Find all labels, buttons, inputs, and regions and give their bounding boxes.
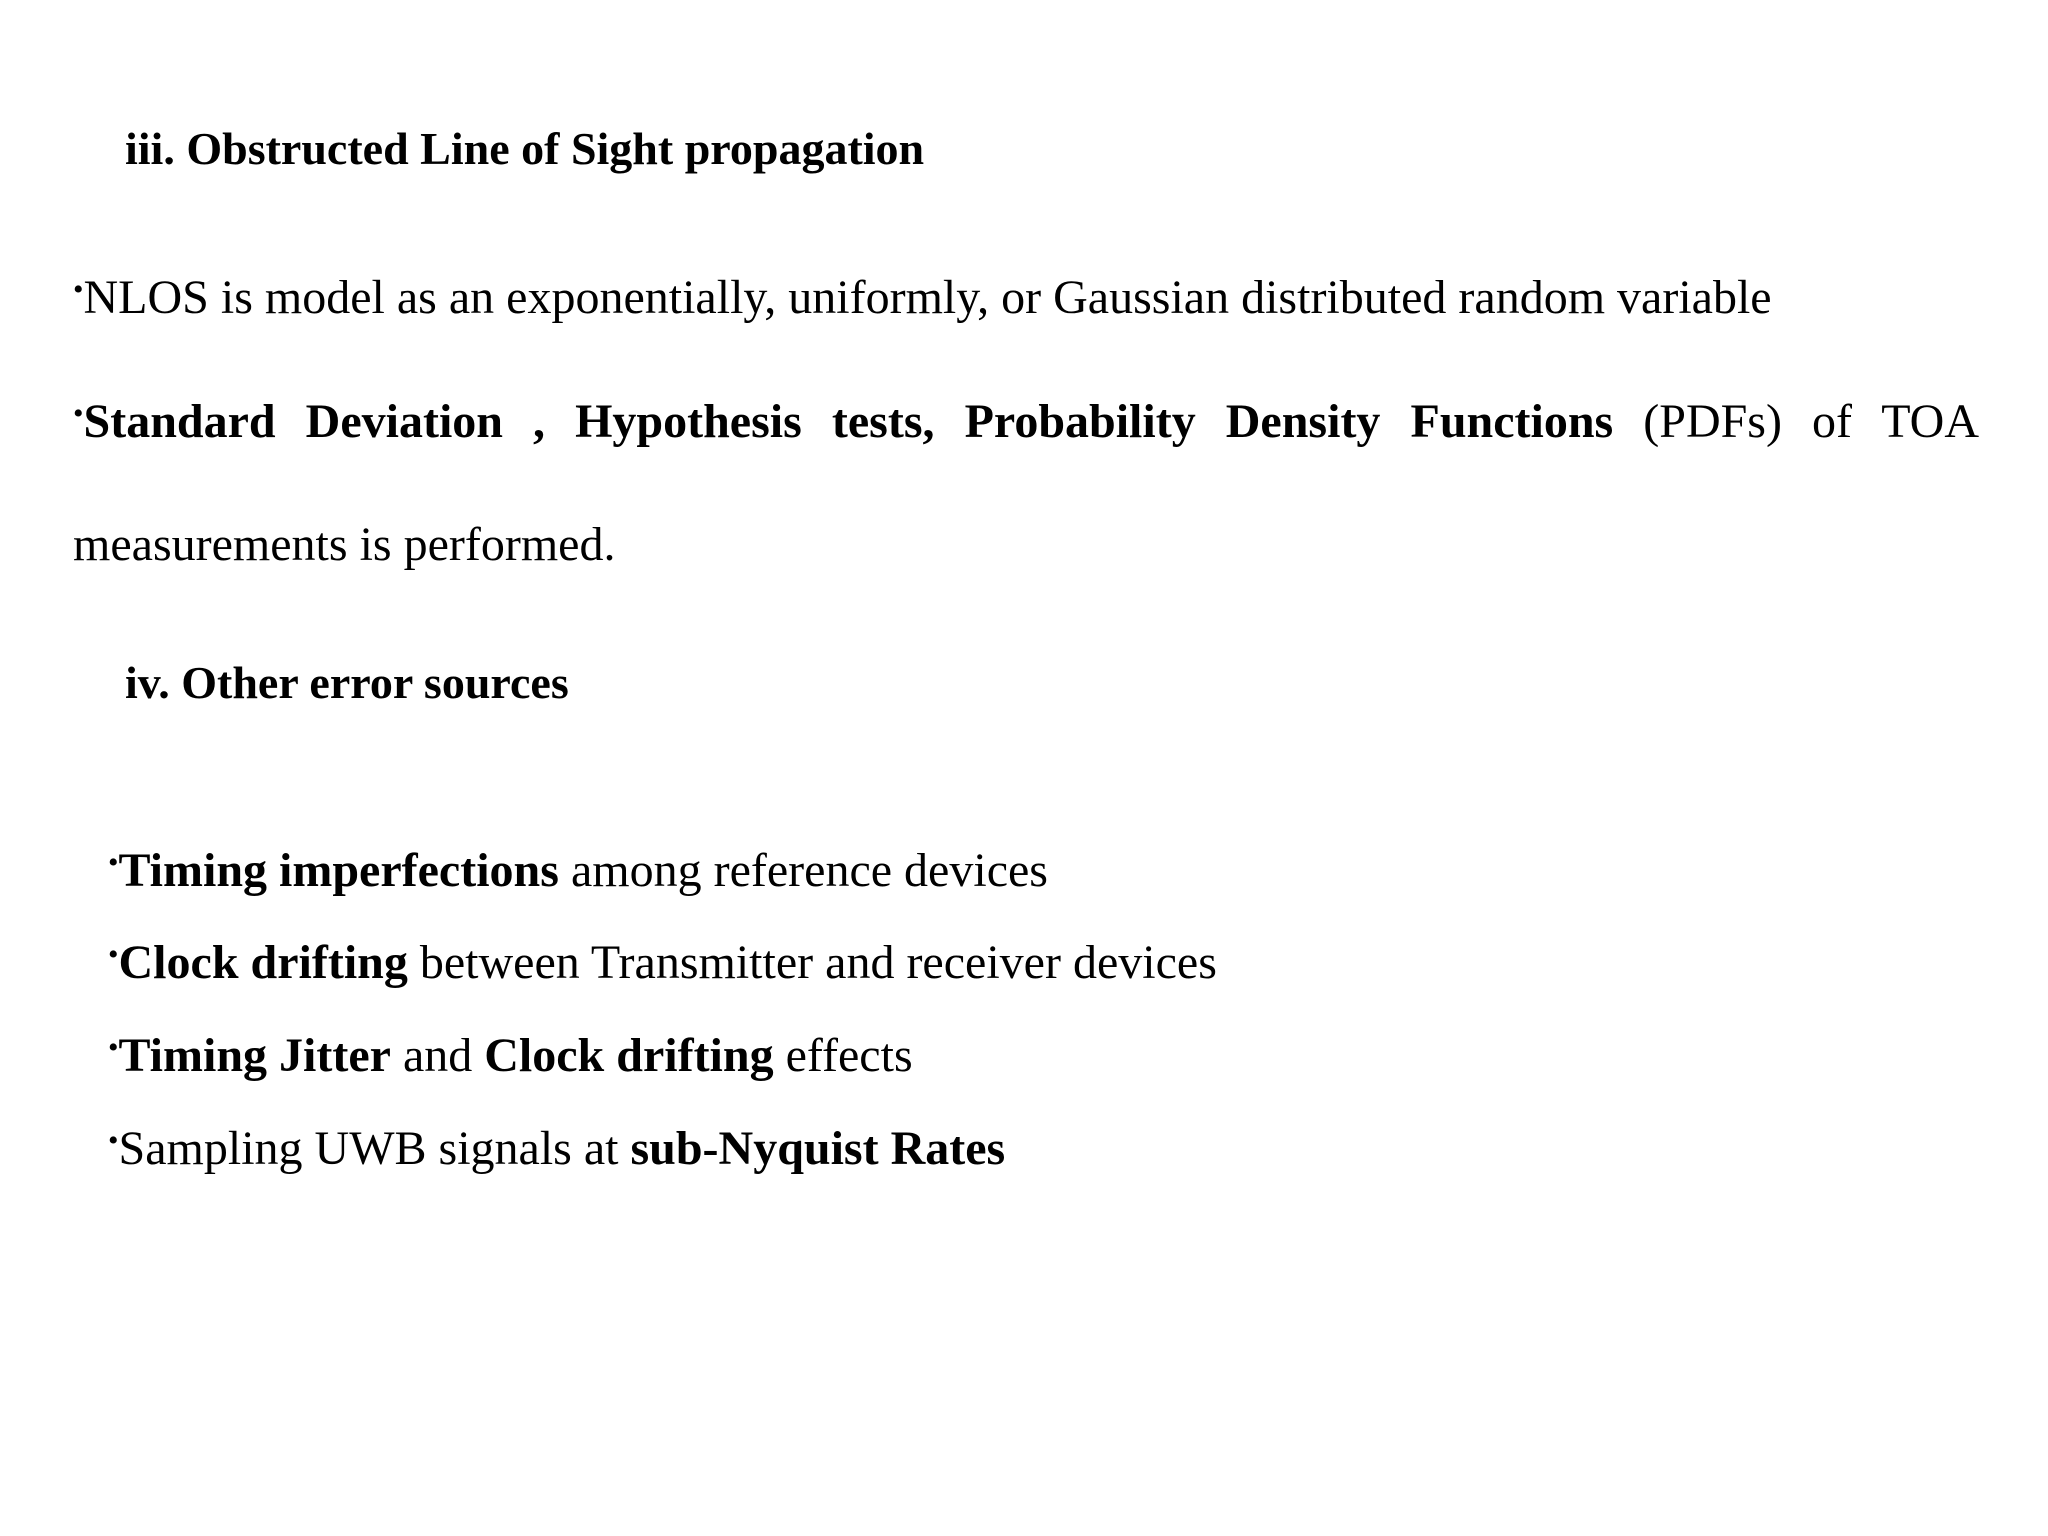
item-bold: Clock drifting <box>118 936 408 989</box>
list-item-timing-imperfections <box>108 843 1048 898</box>
section-iii-heading: iii. Obstructed Line of Sight propagation <box>125 123 925 174</box>
bullet-statistics <box>73 394 1979 449</box>
item-bold-2: Clock drifting <box>484 1029 774 1082</box>
list-item-clock-drifting <box>108 935 1217 990</box>
list-item-timing-jitter <box>108 1028 913 1083</box>
item-text: Sampling UWB signals at <box>118 1122 631 1175</box>
bullet-statistics-rest: (PDFs) of TOA <box>1613 395 1979 448</box>
bullet-statistics-continuation: measurements is performed. <box>73 518 616 571</box>
bullet-statistics-bold: Standard Deviation , Hypothesis tests, Probability Density Functions <box>83 395 1614 448</box>
section-iv-heading: iv. Other error sources <box>125 657 569 708</box>
item-text: and <box>390 1029 485 1082</box>
bullet-nlos <box>73 270 1772 325</box>
item-text: among reference devices <box>558 844 1048 897</box>
list-item-sampling <box>108 1121 1005 1176</box>
item-text-2: effects <box>773 1029 913 1082</box>
item-bold: Timing Jitter <box>118 1029 391 1082</box>
bullet-nlos-text: NLOS is model as an exponentially, uniformly, or Gaussian distributed random variable <box>83 271 1772 324</box>
item-bold: sub-Nyquist Rates <box>630 1122 1006 1175</box>
item-text: between Transmitter and receiver devices <box>407 936 1217 989</box>
item-bold: Timing imperfections <box>118 844 559 897</box>
